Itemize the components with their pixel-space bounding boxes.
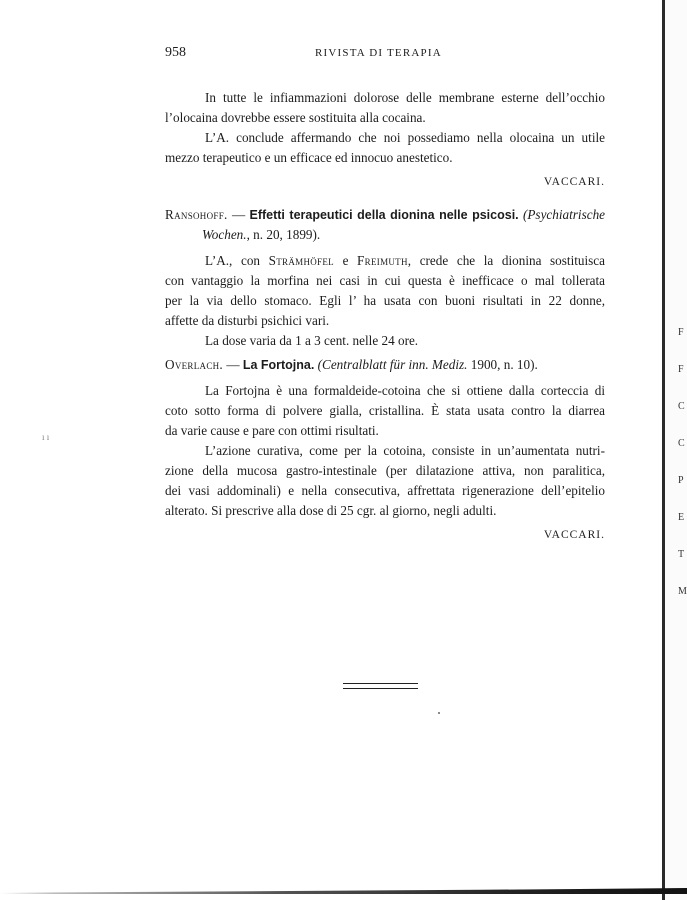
author-name: Strämhöfel (268, 253, 334, 268)
adjacent-letter: F (678, 364, 684, 375)
text-line (205, 251, 605, 271)
speck (438, 712, 440, 714)
text-line: L’azione curativa, come per la cotoina, consiste in un’aumentata nutri- (205, 443, 605, 458)
adjacent-letter: E (678, 512, 685, 523)
text-line: dei vasi addominali) e nella consecutiva, affrettata rigenerazione dell’epitelio (165, 483, 605, 498)
text-line: mezzo terapeutico e un efficace ed innocuo anestetico. (165, 150, 453, 165)
citation-rest: , n. 20, 1899). (246, 227, 321, 242)
text-line: con vantaggio la morfina nei casi in cui questa è inefficace o mal tollerata (165, 273, 605, 288)
adjacent-page-letters (678, 328, 687, 624)
text-fragment: L’A., con (205, 253, 269, 268)
page-edge (662, 0, 665, 900)
article-heading (165, 355, 605, 375)
adjacent-letter: C (678, 438, 685, 449)
text-line: coto sotto forma di polvere gialla, cristallina. È stata usata contro la diarrea (165, 403, 605, 418)
page-number: 958 (165, 45, 186, 60)
journal: (Centralblatt für inn. Mediz. (317, 357, 468, 372)
article-heading (165, 205, 605, 225)
text-line: zione della mucosa gastro-intestinale (per dilatazione attiva, non paralitica, (165, 463, 605, 478)
author-name: Freimuth (357, 253, 408, 268)
dash: — (223, 357, 243, 372)
signature: VACCARI. (543, 176, 605, 188)
adjacent-letter: F (678, 327, 684, 338)
text-line: alterato. Si prescrive alla dose di 25 cgr. al giorno, negli adulti. (165, 503, 497, 518)
bottom-page-edge (0, 888, 687, 894)
text-line: per la via dello stomaco. Egli l’ ha usata con buoni risultati in 22 donne, (165, 293, 605, 308)
adjacent-letter: C (678, 401, 685, 412)
text-fragment: , crede che la dionina sostituisca (407, 253, 605, 268)
signature: VACCARI. (543, 529, 605, 541)
text-fragment: e (333, 253, 358, 268)
running-title: RIVISTA DI TERAPIA (315, 47, 442, 59)
margin-marks: ı ı (42, 432, 50, 442)
adjacent-letter: T (678, 549, 685, 560)
article-title: Effetti terapeutici della dionina nelle psicosi. (249, 208, 519, 222)
journal: (Psychiatrische (522, 207, 606, 222)
dash: — (227, 207, 250, 222)
text-line: La dose varia da 1 a 3 cent. nelle 24 ore. (205, 333, 419, 348)
article-title: La Fortojna. (242, 358, 315, 372)
text-line: affette da disturbi psichici vari. (165, 313, 330, 328)
page-header (165, 45, 605, 65)
section-divider (343, 683, 418, 689)
author: Overlach. (165, 357, 224, 372)
citation-line (202, 225, 605, 245)
adjacent-letter: M (678, 586, 687, 597)
author: Ransohoff. (165, 207, 228, 222)
journal-cont: Wochen. (202, 227, 247, 242)
text-line: La Fortojna è una formaldeide-cotoina che si ottiene dalla corteccia di (205, 383, 605, 398)
text-line: In tutte le infiammazioni dolorose delle membrane esterne dell’occhio (205, 90, 605, 105)
adjacent-letter: P (678, 475, 684, 486)
text-line: l’olocaina dovrebbe essere sostituita alla cocaina. (165, 110, 426, 125)
text-line: L’A. conclude affermando che noi possediamo nella olocaina un utile (205, 130, 605, 145)
citation-rest: 1900, n. 10). (467, 357, 538, 372)
text-line: da varie cause e pare con ottimi risultati. (165, 423, 379, 438)
